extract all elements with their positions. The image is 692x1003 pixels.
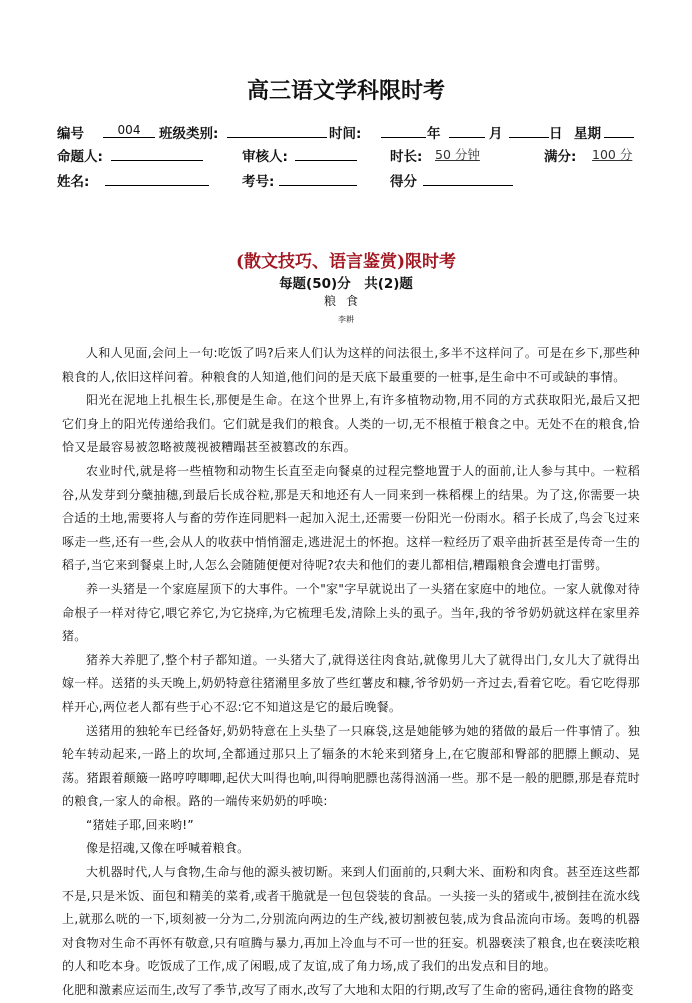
score-field[interactable] <box>423 171 513 186</box>
full-score-value: 100 分 <box>592 147 633 162</box>
week-field[interactable] <box>604 123 634 138</box>
id-value: 004 <box>103 123 155 138</box>
article-author: 李耕 <box>338 315 354 324</box>
day-field[interactable] <box>509 123 549 138</box>
name-label: 姓名: <box>57 174 90 190</box>
month-field[interactable] <box>449 123 485 138</box>
paragraph: “猪娃子耶,回来哟!” <box>86 817 194 832</box>
paragraph: 猪养大养肥了,整个村子都知道。一头猪大了,就得送往肉食站,就像男儿大了就得出门,女儿大了就得出嫁一样。送猪的头天晚上,奶奶特意往猪潲里多放了些红薯皮和糠,爷爷奶奶一齐过去,看着它吃。看它吃得那样开心,两位老人都有些于心不忍:它不知道这是它的最后晚餐。 <box>62 652 640 714</box>
setter-field[interactable] <box>111 146 203 161</box>
article-body <box>62 342 640 1003</box>
article-title: 粮食 <box>323 294 368 308</box>
year-field[interactable] <box>381 123 426 138</box>
name-field[interactable] <box>105 171 209 186</box>
exam-no-field[interactable] <box>279 171 357 186</box>
setter-label: 命题人: <box>57 149 103 165</box>
full-score-label: 满分: <box>544 149 577 165</box>
day-label: 日 <box>549 126 563 142</box>
paragraph: 养一头猪是一个家庭屋顶下的大事件。一个"家"字早就说出了一头猪在家庭中的地位。一家人就像对待命根子一样对待它,喂它养它,为它挠痒,为它梳理毛发,清除上头的虱子。当年,我的爷爷奶奶就这样在家里养猪。 <box>62 581 640 644</box>
score-label: 得分 <box>390 174 417 190</box>
paragraph: 像是招魂,又像在呼喊着粮食。 <box>86 841 250 856</box>
section-title: (散文技巧、语言鉴赏)限时考 <box>235 252 457 272</box>
reviewer-field[interactable] <box>295 146 357 161</box>
paragraph: 人和人见面,会问上一句:吃饭了吗?后来人们认为这样的问法很土,多半不这样问了。可是在乡下,那些种粮食的人,依旧这样问着。种粮食的人知道,他们问的是天底下最重要的一桩事,是生命中不可或缺的事情。 <box>62 346 640 384</box>
duration-label: 时长: <box>390 149 423 165</box>
time-label: 时间: <box>329 126 362 142</box>
paragraph: 大机器时代,人与食物,生命与他的源头被切断。来到人们面前的,只剩大米、面粉和肉食。甚至连这些都不是,只是米饭、面包和精美的菜肴,或者干脆就是一包包袋装的食品。一头接一头的猪或牛,被倒挂在流水线上,就那么咣的一下,顷刻被一分为二,分别流向两边的生产线,被切割被包装,成为食品流向市场。轰鸣的机器对食物对生命不再怀有敬意,只有喧腾与暴力,再加上冷血与不可一世的狂妄。机器亵渎了粮食,也在亵渎吃粮的人和吃本身。吃饭成了工作,成了闲暇,成了友谊,成了角力场,成了我们的出发点和目的地。 <box>62 865 640 974</box>
paragraph: 送猪用的独轮车已经备好,奶奶特意在上头垫了一只麻袋,这是她能够为她的猪做的最后一件事情了。独轮车转动起来,一路上的坎坷,全都通过那只上了辐条的木轮来到猪身上,在它腹部和臀部的肥膘上颤动、晃荡。猪跟着颠簸一路哼哼唧唧,起伏大叫得也响,叫得响肥膘也荡得汹涌一些。那不是一般的肥膘,那是春荒时的粮食,一家人的命根。路的一端传来奶奶的呼唤: <box>62 723 640 809</box>
exam-title: 高三语文学科限时考 <box>246 78 445 104</box>
month-label: 月 <box>489 126 503 142</box>
class-label: 班级类别: <box>159 126 219 142</box>
class-field[interactable] <box>227 123 327 138</box>
reviewer-label: 审核人: <box>242 149 288 165</box>
paragraph: 阳光在泥地上扎根生长,那便是生命。在这个世界上,有许多植物动物,用不同的方式获取阳光,最后又把它们身上的阳光传递给我们。它们就是我们的粮食。人类的一切,无不根植于粮食之中。无处不在的粮食,恰恰又是最容易被忽略被蔑视被糟蹋甚至被篡改的东西。 <box>62 393 640 455</box>
year-label: 年 <box>427 126 441 142</box>
duration-value: 50 分钟 <box>435 147 480 162</box>
week-label: 星期 <box>574 126 601 142</box>
paragraph: 化肥和激素应运而生,改写了季节,改写了雨水,改写了大地和太阳的行期,改写了生命的密码,通往食物的路变 <box>62 983 634 998</box>
id-label: 编号 <box>57 126 84 142</box>
question-info: 每题(50)分 共(2)题 <box>279 276 413 292</box>
paragraph: 农业时代,就是将一些植物和动物生长直至走向餐桌的过程完整地置于人的面前,让人参与其中。一粒稻谷,从发芽到分蘖抽穗,到最后长成谷粒,那是天和地还有人一同来到一株稻棵上的结果。为了这,你需要一块合适的土地,需要将人与畜的劳作连同肥料一起加入泥土,还需要一份阳光一份雨水。稻子长成了,鸟会飞过来啄走一些,还有一些,会从人的收获中悄悄溜走,逃进泥土的怀抱。这样一粒经历了艰辛曲折甚至是传奇一生的稻子,当它来到餐桌上时,人怎么会随随便便对待呢?农夫和他们的妻儿都相信,糟蹋粮食会遭电打雷劈。 <box>62 463 640 573</box>
exam-no-label: 考号: <box>242 174 275 190</box>
